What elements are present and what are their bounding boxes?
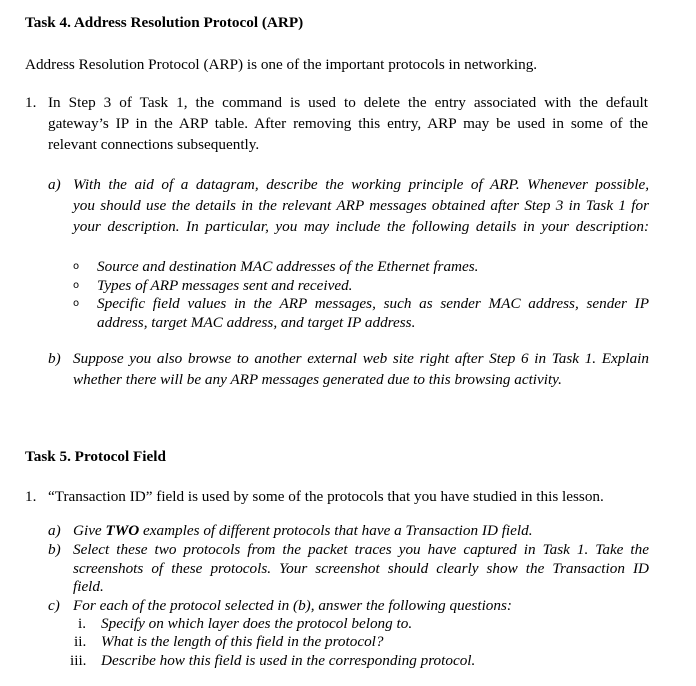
task4-bullet2: Types of ARP messages sent and received. — [97, 277, 353, 294]
task5-b-line1: Select these two protocols from the packet traces you have captured in Task 1. Take the — [73, 541, 649, 558]
task4-bullet3-line2: address, target MAC address, and target IP address. — [97, 314, 416, 331]
task5-a-label: a) — [48, 522, 61, 539]
task4-bullet3-line1: Specific field values in the ARP messages, such as sender MAC address, sender IP — [97, 295, 649, 312]
task5-a-bold: TWO — [105, 522, 140, 539]
task5-ii-text: What is the length of this field in the protocol? — [101, 633, 384, 650]
task5-a-pre: Give — [73, 522, 106, 539]
bullet-icon: o — [73, 261, 80, 272]
task4-a-line2: you should use the details in the relevant ARP messages obtained after Step 3 in Task 1 for — [73, 197, 649, 214]
task5-c-line1: For each of the protocol selected in (b), answer the following questions: — [73, 597, 512, 614]
task5-a-text — [73, 522, 533, 540]
task4-a-line1: With the aid of a datagram, describe the working principle of ARP. Whenever possible, — [73, 176, 649, 193]
task5-c-label: c) — [48, 597, 60, 614]
task4-q1-number: 1. — [25, 94, 37, 111]
task4-bullet1: Source and destination MAC addresses of the Ethernet frames. — [97, 258, 479, 275]
task5-i-text: Specify on which layer does the protocol belong to. — [101, 615, 413, 632]
task5-iii-text: Describe how this field is used in the corresponding protocol. — [101, 652, 476, 669]
task5-b-line3: field. — [73, 578, 104, 595]
task4-b-line1: Suppose you also browse to another external web site right after Step 6 in Task 1. Explain — [73, 350, 649, 367]
task4-q1-line3: relevant connections subsequently. — [48, 136, 260, 153]
task4-heading: Task 4. Address Resolution Protocol (ARP) — [25, 14, 304, 31]
task5-iii-label: iii. — [70, 652, 87, 669]
task5-a-post: examples of different protocols that have a Transaction ID field. — [139, 522, 533, 539]
bullet-icon: o — [73, 280, 80, 291]
task4-b-line2: whether there will be any ARP messages generated due to this browsing activity. — [73, 371, 562, 388]
task4-a-label: a) — [48, 176, 61, 193]
task4-b-label: b) — [48, 350, 61, 367]
task4-q1-line2: gateway’s IP in the ARP table. After removing this entry, ARP may be used in some of the — [48, 115, 648, 132]
task5-heading: Task 5. Protocol Field — [25, 448, 166, 465]
task4-a-line3: your description. In particular, you may include the following details in your description: — [73, 218, 649, 235]
task5-ii-label: ii. — [74, 633, 87, 650]
bullet-icon: o — [73, 298, 80, 309]
task5-i-label: i. — [78, 615, 87, 632]
task5-q1-number: 1. — [25, 488, 37, 505]
task4-intro: Address Resolution Protocol (ARP) is one of the important protocols in networking. — [25, 56, 538, 73]
task5-b-label: b) — [48, 541, 61, 558]
task4-q1-line1: In Step 3 of Task 1, the command is used to delete the entry associated with the default — [48, 94, 648, 111]
task5-q1-text: “Transaction ID” field is used by some of the protocols that you have studied in this lesson. — [48, 488, 604, 505]
task5-b-line2: screenshots of these protocols. Your screenshot should clearly show the Transaction ID — [73, 560, 649, 577]
